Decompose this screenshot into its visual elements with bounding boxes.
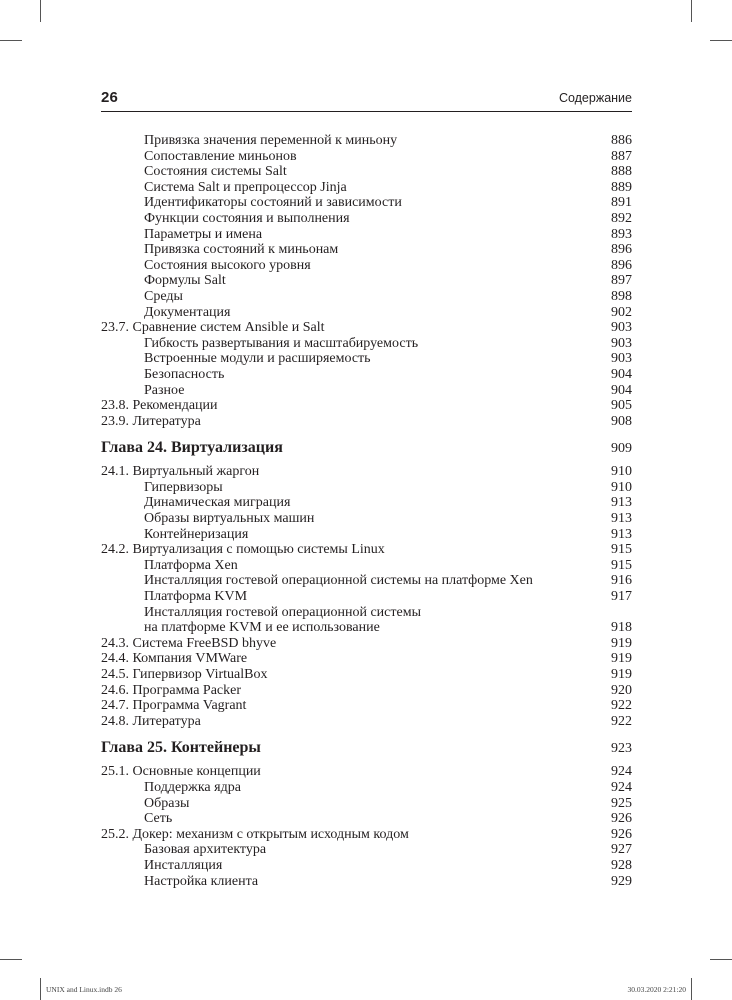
crop-mark	[710, 959, 732, 960]
toc-entry-page: 915	[611, 542, 632, 558]
toc-entry-page: 904	[611, 382, 632, 398]
toc-section	[101, 764, 632, 780]
toc-subsection	[101, 620, 632, 636]
toc-entry-page: 913	[611, 495, 632, 511]
toc-entry-page: 916	[611, 573, 632, 589]
toc-entry-page: 886	[611, 133, 632, 148]
toc-entry-page: 905	[611, 398, 632, 414]
toc-entry-page: 896	[611, 242, 632, 258]
toc-entry-title: 24.1. Виртуальный жаргон	[101, 464, 260, 480]
toc-subsection	[101, 180, 632, 196]
toc-entry-page: 898	[611, 288, 632, 304]
toc-entry-page: 919	[611, 667, 632, 682]
toc-subsection	[101, 336, 632, 352]
toc-entry-page: 922	[611, 698, 632, 714]
toc-subsection	[101, 258, 632, 274]
toc-entry-title: Инсталляция	[144, 857, 223, 873]
toc-entry-page: 919	[611, 635, 632, 651]
toc-subsection	[101, 874, 632, 890]
crop-mark	[40, 0, 41, 22]
running-title: Содержание	[558, 91, 632, 105]
toc-entry-title: 23.8. Рекомендации	[101, 398, 218, 414]
toc-subsection	[101, 242, 632, 258]
toc-subsection	[101, 796, 632, 812]
toc-subsection	[101, 842, 632, 858]
toc-subsection	[101, 305, 632, 321]
toc-entry-title: Встроенные модули и расширяемость	[144, 351, 371, 367]
toc-entry-page: 903	[611, 351, 632, 367]
toc-entry-title: 23.7. Сравнение систем Ansible и Salt	[101, 320, 325, 336]
toc-entry-title: Состояния высокого уровня	[144, 257, 311, 273]
toc-entry-page: 910	[611, 464, 632, 480]
toc-entry-page: 918	[611, 620, 632, 636]
toc-entry-title: Идентификаторы состояний и зависимости	[144, 195, 402, 211]
toc-section	[101, 414, 632, 430]
toc-subsection	[101, 289, 632, 305]
toc-subsection	[101, 133, 632, 149]
toc-subsection	[101, 195, 632, 211]
toc-subsection	[101, 227, 632, 243]
toc-entry-title: Глава 25. Контейнеры	[101, 739, 261, 757]
page-header	[101, 89, 632, 109]
toc-entry-page: 903	[611, 320, 632, 336]
toc-entry-page: 923	[611, 741, 632, 757]
toc-subsection	[101, 780, 632, 796]
toc-entry-page: 927	[611, 842, 632, 858]
toc-entry-page: 917	[611, 589, 632, 605]
toc-subsection	[101, 149, 632, 165]
toc-section	[101, 542, 632, 558]
toc-entry-title: Среды	[144, 288, 183, 304]
toc-subsection	[101, 273, 632, 289]
toc-entry-page: 928	[611, 857, 632, 873]
toc-entry-title: 24.6. Программа Packer	[101, 682, 241, 698]
toc-entry-page: 926	[611, 826, 632, 842]
toc-subsection	[101, 495, 632, 511]
toc-subsection	[101, 605, 632, 621]
toc-section	[101, 398, 632, 414]
toc-subsection	[101, 558, 632, 574]
toc-entry-title: Сопоставление миньонов	[144, 148, 297, 164]
toc-entry-page: 924	[611, 764, 632, 780]
toc-entry-title: Безопасность	[144, 366, 225, 382]
page-number: 26	[101, 89, 119, 106]
toc-entry-page: 893	[611, 226, 632, 242]
toc-entry-page: 908	[611, 413, 632, 429]
toc-entry-page: 929	[611, 873, 632, 889]
toc-section	[101, 827, 632, 843]
toc-entry-title: Контейнеризация	[144, 526, 249, 542]
toc-entry-title: 23.9. Литература	[101, 413, 201, 429]
toc-entry-title: 24.2. Виртуализация с помощью системы Linux	[101, 542, 385, 558]
toc-entry-page: 913	[611, 511, 632, 527]
toc-entry-page: 888	[611, 164, 632, 180]
toc-entry-title: Инсталляция гостевой операционной системы	[144, 604, 421, 620]
toc-chapter	[101, 739, 632, 758]
toc-entry-page: 925	[611, 795, 632, 811]
toc-entry-page: 889	[611, 179, 632, 195]
toc-entry-title: Гипервизоры	[144, 479, 223, 495]
toc-entry-title: 25.2. Докер: механизм с открытым исходным кодом	[101, 826, 409, 842]
toc-section	[101, 667, 632, 683]
toc-entry-title: 25.1. Основные концепции	[101, 764, 261, 780]
toc-section	[101, 651, 632, 667]
toc-entry-title: Состояния системы Salt	[144, 164, 287, 180]
toc-entry-title: Платформа Xen	[144, 557, 238, 573]
toc-entry-title: Глава 24. Виртуализация	[101, 439, 283, 457]
toc-entry-title: 24.4. Компания VMWare	[101, 651, 248, 667]
toc-entry-title: Настройка клиента	[144, 873, 259, 889]
toc-entry-page: 904	[611, 366, 632, 382]
toc-subsection	[101, 164, 632, 180]
toc-entry-title: Формулы Salt	[144, 273, 226, 289]
toc-entry-page: 896	[611, 257, 632, 273]
crop-mark	[0, 959, 22, 960]
toc-subsection	[101, 511, 632, 527]
toc-entry-page: 902	[611, 304, 632, 320]
toc-subsection	[101, 811, 632, 827]
toc-entry-page: 910	[611, 479, 632, 495]
toc-subsection	[101, 211, 632, 227]
toc-entry-title: Образы	[144, 795, 190, 811]
toc-subsection	[101, 589, 632, 605]
toc-entry-page: 909	[611, 441, 632, 457]
toc-entry-title: Образы виртуальных машин	[144, 511, 315, 527]
toc-entry-title: Гибкость развертывания и масштабируемость	[144, 335, 419, 351]
toc-entry-title: Параметры и имена	[144, 226, 263, 242]
footer-file: UNIX and Linux.indb 26	[46, 985, 122, 994]
footer-timestamp: 30.03.2020 2:21:20	[627, 985, 686, 994]
crop-mark	[691, 0, 692, 22]
toc-entry-page: 926	[611, 811, 632, 827]
toc-section	[101, 320, 632, 336]
crop-mark	[0, 40, 22, 41]
toc-section	[101, 714, 632, 730]
toc-entry-title: Поддержка ядра	[144, 779, 241, 795]
toc-entry-title: Функции состояния и выполнения	[144, 210, 350, 226]
crop-mark	[40, 978, 41, 1000]
toc-entry-title: Привязка состояний к миньонам	[144, 242, 339, 258]
toc-subsection	[101, 351, 632, 367]
toc-section	[101, 464, 632, 480]
toc-entry-title: Сеть	[144, 811, 173, 827]
crop-mark	[691, 978, 692, 1000]
toc-entry-page: 891	[611, 195, 632, 211]
toc-subsection	[101, 573, 632, 589]
header-rule	[101, 111, 632, 112]
toc-entry-title: 24.7. Программа Vagrant	[101, 698, 247, 714]
toc-entry-page: 924	[611, 779, 632, 795]
toc-entry-page: 887	[611, 148, 632, 164]
table-of-contents	[101, 133, 632, 889]
toc-section	[101, 683, 632, 699]
toc-subsection	[101, 367, 632, 383]
toc-entry-page: 903	[611, 335, 632, 351]
toc-entry-title: 24.3. Система FreeBSD bhyve	[101, 635, 277, 651]
toc-entry-page: 897	[611, 273, 632, 289]
toc-entry-title: Инсталляция гостевой операционной системы на платформе Xen	[144, 573, 533, 589]
toc-entry-title: Платформа KVM	[144, 589, 248, 605]
toc-entry-title: Разное	[144, 382, 185, 398]
toc-entry-page: 915	[611, 557, 632, 573]
toc-entry-page: 892	[611, 210, 632, 226]
toc-subsection	[101, 480, 632, 496]
toc-entry-title: на платформе KVM и ее использование	[144, 620, 380, 636]
toc-entry-title: Система Salt и препроцессор Jinja	[144, 179, 347, 195]
toc-entry-page: 922	[611, 713, 632, 729]
toc-subsection	[101, 527, 632, 543]
toc-entry-page: 913	[611, 526, 632, 542]
toc-entry-title: Привязка значения переменной к миньону	[144, 133, 398, 148]
crop-mark	[710, 40, 732, 41]
toc-subsection	[101, 383, 632, 399]
toc-section	[101, 698, 632, 714]
toc-chapter	[101, 439, 632, 458]
toc-entry-title: Динамическая миграция	[144, 495, 291, 511]
toc-entry-title: 24.5. Гипервизор VirtualBox	[101, 667, 268, 682]
toc-subsection	[101, 858, 632, 874]
toc-section	[101, 636, 632, 652]
toc-entry-title: 24.8. Литература	[101, 713, 201, 729]
toc-entry-page: 919	[611, 651, 632, 667]
toc-entry-title: Документация	[144, 304, 231, 320]
toc-entry-page: 920	[611, 682, 632, 698]
toc-entry-title: Базовая архитектура	[144, 842, 267, 858]
